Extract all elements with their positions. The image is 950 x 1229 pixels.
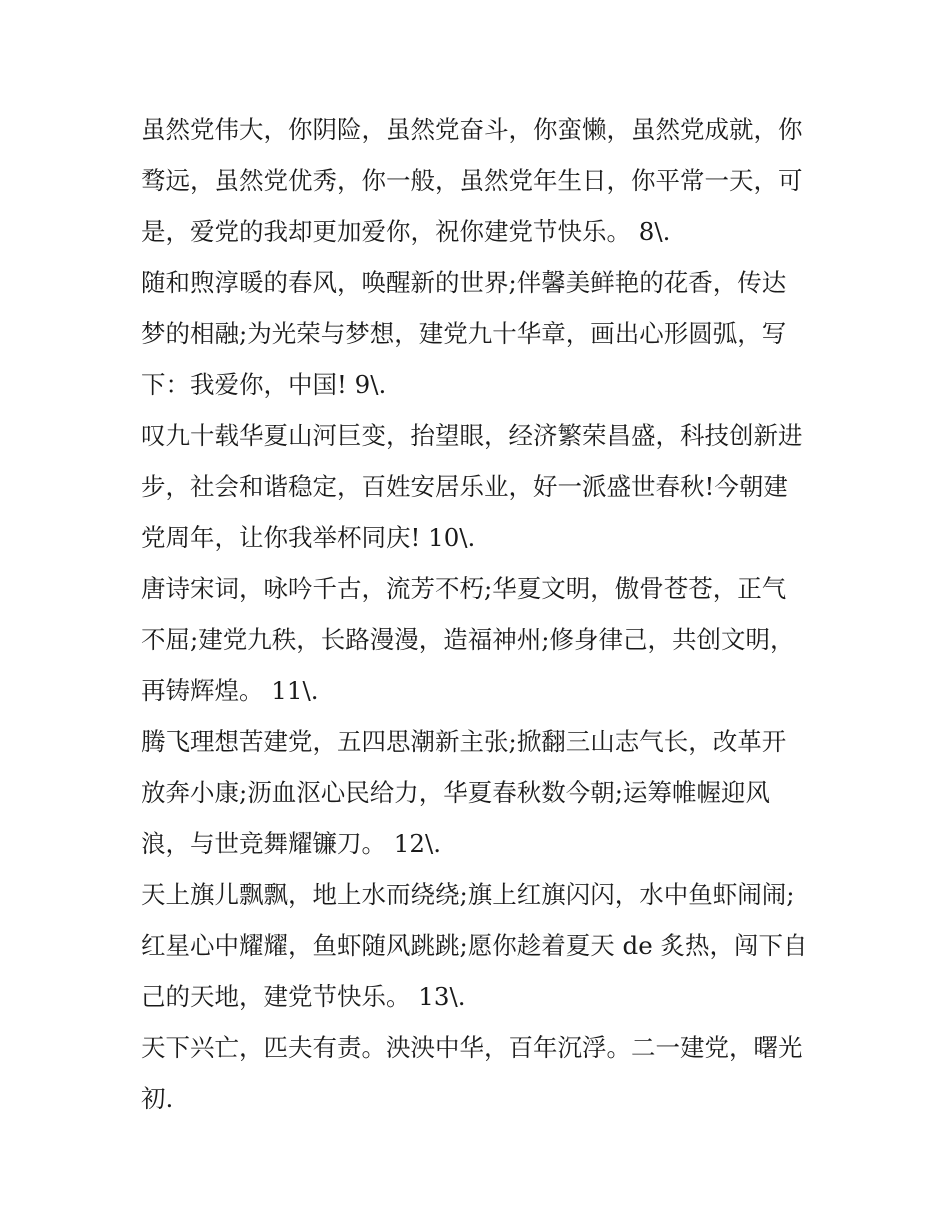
text-line: 己的天地，建党节快乐。 13\. (141, 982, 466, 1011)
text-line: 不屈;建党九秩，长路漫漫，造福神州;修身律己，共创文明， (141, 625, 795, 654)
text-line: 步，社会和谐稳定，百姓安居乐业，好一派盛世春秋!今朝建 (141, 472, 788, 501)
text-line: 梦的相融;为光荣与梦想，建党九十华章，画出心形圆弧，写 (141, 319, 787, 348)
text-line: 浪，与世竞舞耀镰刀。 12\. (141, 829, 442, 858)
text-line: 党周年，让你我举杯同庆! 10\. (141, 523, 476, 552)
text-line: 天上旗儿飘飘，地上水而绕绕;旗上红旗闪闪，水中鱼虾闹闹; (141, 880, 795, 909)
text-line: 放奔小康;沥血沤心民给力，华夏春秋数今朝;运筹帷幄迎风 (141, 778, 771, 807)
text-line: 是，爱党的我却更加爱你，祝你建党节快乐。 8\. (141, 217, 671, 246)
text-line: 初. (141, 1084, 174, 1113)
text-line: 虽然党伟大，你阴险，虽然党奋斗，你蛮懒，虽然党成就，你 (141, 115, 803, 144)
document-body (141, 104, 813, 1124)
text-line: 红星心中耀耀，鱼虾随风跳跳;愿你趁着夏天 de 炙热，闯下自 (141, 931, 808, 960)
text-line: 再铸辉煌。 11\. (141, 676, 319, 705)
text-line: 天下兴亡，匹夫有责。泱泱中华，百年沉浮。二一建党，曙光 (141, 1033, 803, 1062)
text-line: 叹九十载华夏山河巨变，抬望眼，经济繁荣昌盛，科技创新进 (141, 421, 803, 450)
text-line: 唐诗宋词，咏吟千古，流芳不朽;华夏文明，傲骨苍苍，正气 (141, 574, 787, 603)
text-line: 骛远，虽然党优秀，你一般，虽然党年生日，你平常一天，可 (141, 166, 803, 195)
text-line: 腾飞理想苦建党，五四思潮新主张;掀翻三山志气长，改革开 (141, 727, 787, 756)
text-line: 随和煦淳暖的春风，唤醒新的世界;伴馨美鲜艳的花香，传达 (141, 268, 787, 297)
text-line: 下：我爱你，中国! 9\. (141, 370, 387, 399)
